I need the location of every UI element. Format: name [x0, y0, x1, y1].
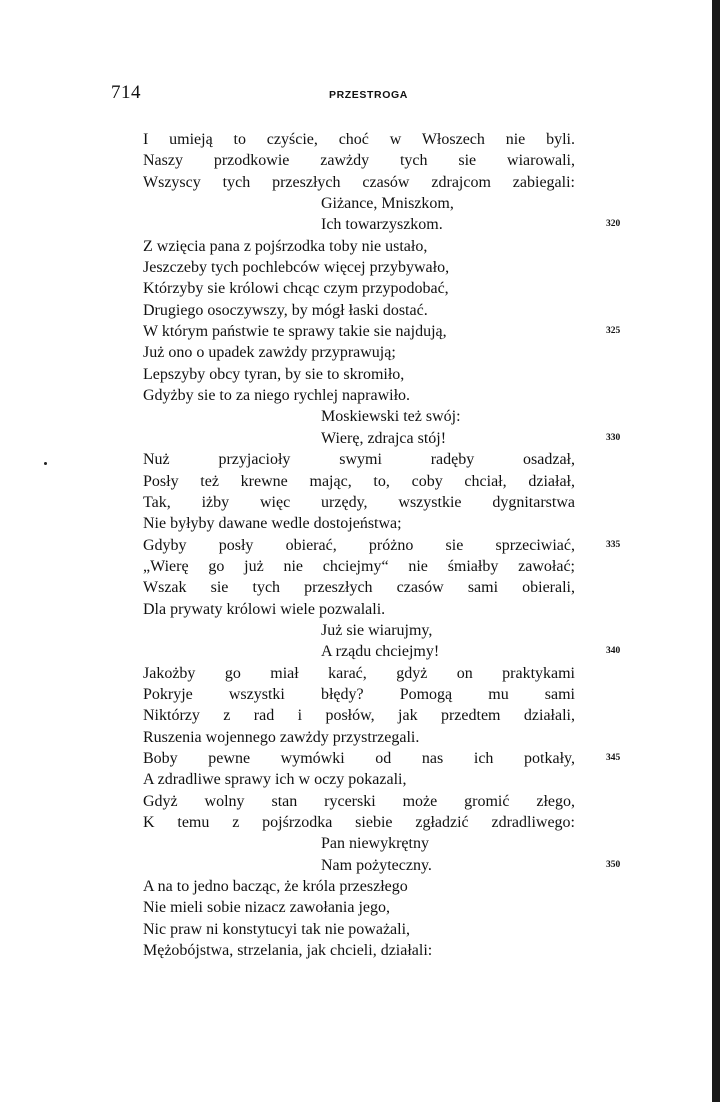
- verse-line: [143, 705, 643, 726]
- verse-line: [143, 556, 643, 577]
- verse-line: [143, 620, 643, 641]
- verse-line: [143, 278, 643, 299]
- verse-line-text: Niktórzy z rad i posłów, jak przedtem działali,: [143, 707, 575, 725]
- verse-line: [143, 150, 643, 171]
- verse-line: [143, 855, 643, 876]
- verse-line: [143, 172, 643, 193]
- verse-line-text: K temu z pojśrzodka siebie zgładzić zdradliwego:: [143, 814, 575, 831]
- verse-line: [143, 193, 643, 214]
- line-number: 320: [606, 219, 621, 230]
- verse-line-text: Pokryje wszystki błędy? Pomogą mu sami: [143, 685, 575, 703]
- verse-line: [143, 769, 643, 790]
- verse-line: [143, 492, 643, 513]
- verse-line: [143, 321, 643, 342]
- line-number: 350: [606, 859, 621, 870]
- verse-line: [143, 236, 643, 257]
- verse-line-text: A zdradliwe sprawy ich w oczy pokazali,: [143, 771, 407, 789]
- verse-line-text: A rządu chciejmy!: [321, 643, 440, 661]
- verse-line: [143, 663, 643, 684]
- verse-line: [143, 385, 643, 406]
- verse-line: [143, 727, 643, 748]
- line-number: 345: [606, 752, 621, 763]
- verse-line-text: Już sie wiarujmy,: [321, 621, 433, 639]
- verse-line: [143, 919, 643, 940]
- verse-line: [143, 342, 643, 363]
- verse-line-text: Gdyż wolny stan rycerski może gromić złego,: [143, 792, 575, 810]
- verse-line-text: Nie byłyby dawane wedle dostojeństwa;: [143, 515, 402, 533]
- verse-line-text: Nuż przyjacioły swymi radęby osadzał,: [143, 451, 575, 469]
- page-edge-shadow: [712, 0, 720, 1102]
- verse-line: [143, 577, 643, 598]
- verse-line: [143, 599, 643, 620]
- verse-line-text: A na to jedno bacząc, że króla przeszłego: [143, 878, 408, 896]
- verse-line-text: Posły też krewne mając, to, coby chciał, działał,: [143, 472, 575, 490]
- verse-line-text: Z wzięcia pana z pojśrzodka toby nie ustało,: [143, 237, 428, 255]
- verse-line: [143, 897, 643, 918]
- verse-line-text: Mężobójstwa, strzelania, jak chcieli, działali:: [143, 942, 433, 960]
- verse-line-text: I umieją to czyście, choć w Włoszech nie byli.: [143, 131, 575, 148]
- verse-line: [143, 364, 643, 385]
- verse-line-text: Drugiego osoczywszy, by mógł łaski dostać.: [143, 301, 428, 319]
- line-number: 340: [606, 646, 621, 657]
- verse-line-text: Nam pożyteczny.: [321, 856, 432, 874]
- verse-line-text: Nie mieli sobie nizacz zawołania jego,: [143, 899, 391, 917]
- verse-line-text: Dla prywaty królowi wiele pozwalali.: [143, 600, 386, 618]
- verse-line-text: Wierę, zdrajca stój!: [321, 429, 447, 447]
- verse-line-text: Gdyby posły obierać, próżno sie sprzeciwiać,: [143, 536, 575, 554]
- verse-line-text: Jeszczeby tych pochlebców więcej przybywało,: [143, 259, 450, 277]
- verse-line: [143, 300, 643, 321]
- verse-line: [143, 428, 643, 449]
- verse-line-text: Naszy przodkowie zawżdy tych sie wiarowali,: [143, 152, 575, 170]
- verse-line: [143, 214, 643, 235]
- verse-line: [143, 471, 643, 492]
- verse-line-text: Pan niewykrętny: [321, 835, 429, 853]
- verse-line: [143, 791, 643, 812]
- verse-line-text: Tak, iżby więc urzędy, wszystkie dygnitarstwa: [143, 493, 575, 511]
- verse-line-text: Giżance, Mniszkom,: [321, 195, 454, 213]
- verse-line: [143, 513, 643, 534]
- verse-line: [143, 940, 643, 961]
- verse-line-text: Już ono o upadek zawżdy przyprawują;: [143, 344, 396, 362]
- verse-line: [143, 641, 643, 662]
- verse-line-text: Boby pewne wymówki od nas ich potkały,: [143, 749, 575, 767]
- verse-line-text: W którym państwie te sprawy takie sie najdują,: [143, 323, 447, 341]
- verse-line-text: Ruszenia wojennego zawżdy przystrzegali.: [143, 728, 420, 746]
- verse-line-text: Moskiewski też swój:: [321, 408, 461, 426]
- verse-line: [143, 812, 643, 833]
- verse-line: [143, 257, 643, 278]
- verse-line-text: Jakożby go miał karać, gdyż on praktykami: [143, 664, 575, 682]
- line-number: 325: [606, 326, 621, 337]
- verse-line: [143, 535, 643, 556]
- verse-line-text: Którzyby sie królowi chcąc czym przypodobać,: [143, 280, 449, 298]
- poem-text: [143, 129, 643, 961]
- verse-line: [143, 684, 643, 705]
- running-title: PRZESTROGA: [329, 89, 408, 101]
- verse-line: [143, 833, 643, 854]
- verse-line-text: Lepszyby obcy tyran, by sie to skromiło,: [143, 365, 405, 383]
- verse-line-text: Ich towarzyszkom.: [321, 216, 443, 234]
- verse-line: [143, 748, 643, 769]
- page-number: 714: [111, 82, 141, 103]
- verse-line-text: „Wierę go już nie chciejmy“ nie śmiałby zawołać;: [143, 557, 575, 575]
- verse-line-text: Wszak sie tych przeszłych czasów sami obierali,: [143, 579, 575, 597]
- verse-line: [143, 449, 643, 470]
- verse-line: [143, 876, 643, 897]
- verse-line: [143, 129, 643, 150]
- verse-line-text: Nic praw ni konstytucyi tak nie poważali,: [143, 920, 411, 938]
- verse-line-text: Wszyscy tych przeszłych czasów zdrajcom zabiegali:: [143, 173, 575, 191]
- page-header: [111, 82, 611, 112]
- scan-speck: [44, 462, 47, 465]
- verse-line-text: Gdyżby sie to za niego rychlej naprawiło.: [143, 387, 411, 405]
- line-number: 330: [606, 432, 621, 443]
- verse-line: [143, 406, 643, 427]
- line-number: 335: [606, 539, 621, 550]
